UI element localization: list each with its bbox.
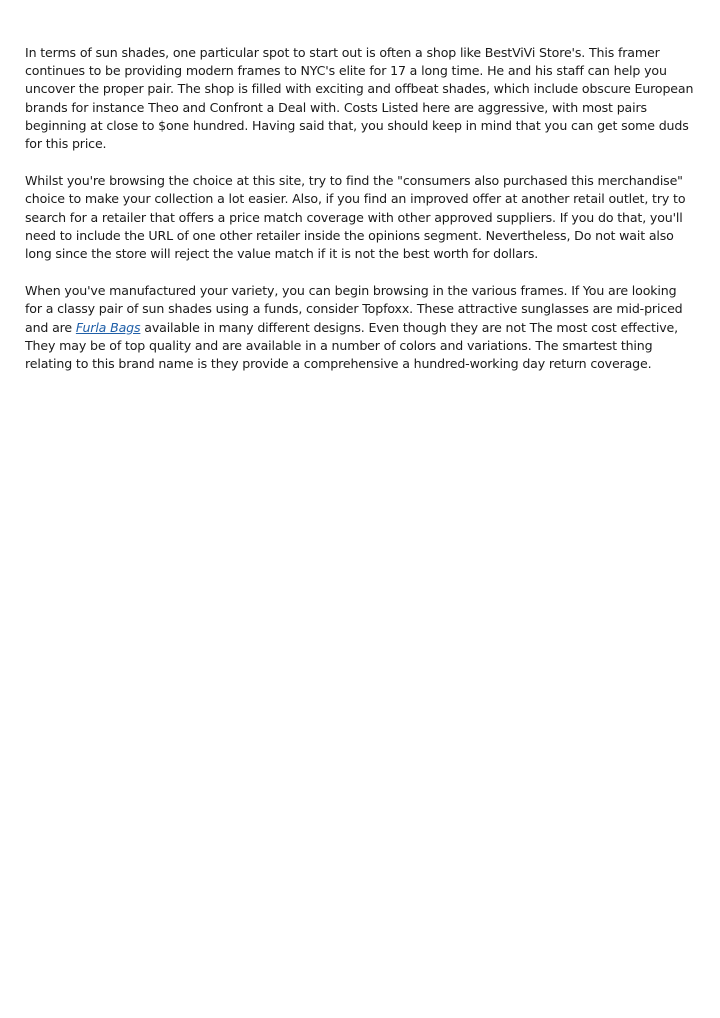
- paragraph-3: [25, 282, 697, 373]
- paragraph-3-text-after-link: available in many different designs. Even though they are not The most cost effective, They may be of top quality and are available in a number of colors and variations. The smartest thing relating to this brand name is they provide a comprehensive a hundred-working day return coverage.: [25, 319, 678, 372]
- furla-bags-link[interactable]: Furla Bags: [75, 319, 141, 335]
- paragraph-2: Whilst you're browsing the choice at this site, try to find the "consumers also purchased this merchandise" choice to make your collection a lot easier. Also, if you find an improved offer at another retail outlet, try to search for a retailer that offers a price match coverage with other approved suppliers. If you do that, you'll need to include the URL of one other retailer inside the opinions segment. Nevertheless, Do not wait also long since the store will reject the value match if it is not the best worth for dollars.: [25, 173, 686, 262]
- document-body: [25, 44, 697, 392]
- paragraph-3-text-before-link: When you've manufactured your variety, you can begin browsing in the various frames. If You are looking for a classy pair of sun shades using a funds, consider Topfoxx. These attractive sunglasses are mid-priced and are: [25, 283, 683, 335]
- paragraph-1: In terms of sun shades, one particular spot to start out is often a shop like BestViVi Store's. This framer continues to be providing modern frames to NYC's elite for 17 a long time. He and his staff can help you uncover the proper pair. The shop is filled with exciting and offbeat shades, which include obscure European brands for instance Theo and Confront a Deal with. Costs Listed here are aggressive, with most pairs beginning at close to $one hundred. Having said that, you should keep in mind that you can get some duds for this price.: [25, 45, 694, 152]
